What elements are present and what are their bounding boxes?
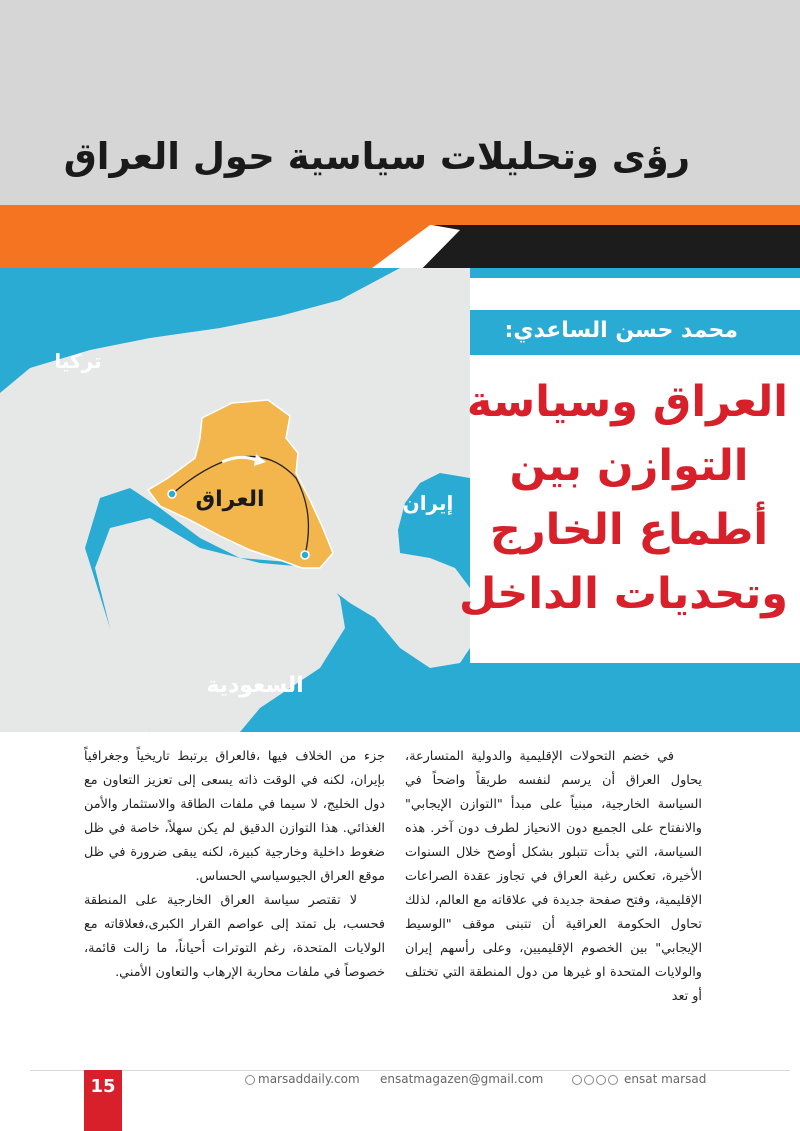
map-label-iraq: العراق bbox=[195, 487, 265, 512]
website-text: marsaddaily.com bbox=[258, 1072, 360, 1086]
paragraph: في خضم التحولات الإقليمية والدولية المتسارعة، يحاول العراق أن يرسم لنفسه طريقاً واضحاً في السياسة الخارجية، مبنياً على مبدأ "التوازن الإيجابي" والانفتاح على الجميع دون الانحياز لطرف دون آخر. هذه السياسة، التي بدأت تتبلور بشكل أوضح خلال السنوات الأخيرة، تعكس رغبة العراق في تجاوز عقدة الصراعات الإقليمية، وفتح صفحة جديدة في علاقاته مع العالم، لذلك تحاول الحكومة العراقية أن تتبنى موقف "الوسيط الإيجابي" بين الخصوم الإقليميين، وعلى رأسهم إيران والولايات المتحدة او غيرها من دول المنطقة التي تختلف أو تعد bbox=[405, 749, 702, 1004]
page-number: 15 bbox=[90, 1076, 116, 1097]
instagram-icon[interactable] bbox=[596, 1075, 606, 1085]
paragraph: لا تقتصر سياسة العراق الخارجية على المنطقة فحسب، بل تمتد إلى عواصم القرار الكبرى،فعلاقاته مع الولايات المتحدة، رغم التوترات أحياناً، ما زالت قائمة، خصوصاً في ملفات محاربة الإرهاب والتعاون الأمني. bbox=[84, 893, 385, 980]
article-headline bbox=[458, 370, 788, 626]
page-number-badge bbox=[84, 1070, 122, 1131]
youtube-icon[interactable] bbox=[608, 1075, 618, 1085]
twitter-icon[interactable] bbox=[584, 1075, 594, 1085]
headline-line: أطماع الخارج bbox=[489, 505, 769, 555]
footer-website[interactable] bbox=[245, 1072, 360, 1086]
map-label-saudi: السعودية bbox=[206, 673, 304, 698]
map-point-west bbox=[168, 490, 176, 498]
headline-line: التوازن بين bbox=[509, 441, 749, 491]
facebook-icon[interactable] bbox=[572, 1075, 582, 1085]
author-bar bbox=[470, 310, 800, 355]
paragraph: جزء من الخلاف فيها ،فالعراق يرتبط تاريخياً وجغرافياً بإيران، لكنه في الوقت ذاته يسعى إلى تعزيز التعاون مع دول الخليج، لا سيما في ملفات الطاقة والاستثمار والأمن الغذائي. هذا التوازن الدقيق لم يكن سهلاً، خاصة في ظل ضغوط داخلية وخارجية كبيرة، لكنه يبقى ضرورة في ظل موقع العراق الجيوسياسي الحساس. bbox=[84, 749, 385, 884]
globe-icon bbox=[245, 1075, 255, 1085]
social-icons bbox=[572, 1074, 620, 1088]
headline-line: وتحديات الداخل bbox=[458, 569, 788, 619]
article-column-right bbox=[405, 745, 702, 1009]
article-column-left bbox=[84, 745, 385, 985]
section-title: رؤى وتحليلات سياسية حول العراق bbox=[63, 135, 690, 178]
footer-email[interactable]: ensatmagazen@gmail.com bbox=[380, 1072, 544, 1086]
header-band bbox=[0, 0, 800, 210]
map-point-south bbox=[301, 551, 309, 559]
footer-divider bbox=[30, 1070, 790, 1071]
author-name: محمد حسن الساعدي: bbox=[504, 318, 738, 343]
map-label-turkey: تركيا bbox=[54, 349, 102, 373]
map-label-iran: إيران bbox=[402, 491, 454, 515]
headline-line: العراق وسياسة bbox=[466, 377, 788, 427]
footer-brand: ensat marsad bbox=[624, 1072, 707, 1086]
